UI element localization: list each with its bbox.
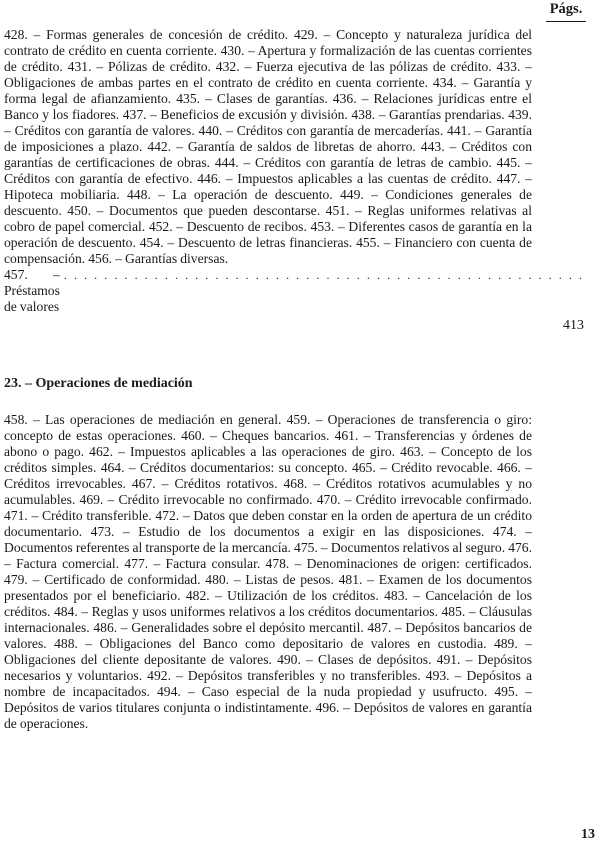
footer-page-number: 13	[581, 827, 595, 842]
pags-header: Págs.	[546, 1, 586, 22]
section-2-toc	[4, 412, 532, 732]
section-1-toc	[4, 27, 585, 315]
section-1-text: 428. – Formas generales de concesión de crédito. 429. – Concepto y naturaleza jurídica del contrato de crédito en cuenta corriente. 430. – Apertura y formalización de las cuentas corrientes de crédito. 431. – Pólizas de crédito. 432. – Fuerza ejecutiva de las pólizas de crédito. 433. – Obligaciones de ambas partes en el contrato de crédito en cuenta corriente. 434. – Garantía y forma legal de afianzamiento. 435. – Clases de garantías. 436. – Relaciones jurídicas entre el Banco y los fiadores. 437. – Beneficios de excusión y división. 438. – Garantías prendarias. 439. – Créditos con garantía de valores. 440. – Créditos con garantía de mercaderías. 441. – Garantía de imposiciones a plazo. 442. – Garantía de saldos de libretas de ahorro. 443. – Créditos con garantías de certificaciones de obras. 444. – Créditos con garantía de letras de cambio. 445. – Créditos con garantía de efectivo. 446. – Impuestos aplicables a las cuentas de crédito. 447. – Hipoteca mobiliaria. 448. – La operación de descuento. 449. – Condiciones generales de descuento. 450. – Documentos que pueden descontarse. 451. – Reglas uniformes relativas al cobro de papel comercial. 452. – Descuento de recibos. 453. – Diferentes casos de garantía en la operación de descuento. 454. – Descuento de letras financieras. 455. – Financiero con cuenta de compensación. 456. – Garantías diversas.	[4, 27, 532, 266]
section-2-title: 23. – Operaciones de mediación	[4, 376, 193, 391]
last-entry: 457. – Préstamos de valores	[4, 267, 60, 314]
dot-leader: . . . . . . . . . . . . . . . . . . . . . . . . . . . . . . . . . . . . . . . . . . . . . . . . . . . .	[63, 268, 585, 282]
section-1-page-number: 413	[563, 318, 584, 333]
section-2-text: 458. – Las operaciones de mediación en general. 459. – Operaciones de transferencia o giro: concepto de estas operaciones. 460. – Cheques bancarios. 461. – Transferencias y órdenes de abono o pago. 462. – Impuestos aplicables a las operaciones de giro. 463. – Concepto de los créditos simples. 464. – Créditos documentarios: su concepto. 465. – Crédito revocable. 466. – Créditos irrevocables. 467. – Créditos rotativos. 468. – Créditos rotativos acumulables y no acumulables. 469. – Crédito irrevocable no confirmado. 470. – Crédito irrevocable confirmado. 471. – Crédito transferible. 472. – Datos que deben constar en la orden de apertura de un crédito documentario. 473. – Estudio de los documentos a exigir en las disposiciones. 474. – Documentos referentes al transporte de la mercancía. 475. – Documentos relativos al seguro. 476. – Factura comercial. 477. – Factura consular. 478. – Denominaciones de origen: certificados. 479. – Certificado de conformidad. 480. – Listas de pesos. 481. – Examen de los documentos presentados por el beneficiario. 482. – Utilización de los créditos. 483. – Cancelación de los créditos. 484. – Reglas y usos uniformes relativos a los créditos documentarios. 485. – Cláusulas internacionales. 486. – Generalidades sobre el depósito mercantil. 487. – Depósitos bancarios de valores. 488. – Obligaciones del Banco como depositario de valores en custodia. 489. – Obligaciones del cliente depositante de valores. 490. – Clases de depósitos. 491. – Depósitos necesarios y voluntarios. 492. – Depósitos transferibles y no transferibles. 493. – Depósitos a nombre de incapacitados. 494. – Caso especial de la nuda propiedad y usufructo. 495. – Depósitos de varios titulares conjunta o indistintamente. 496. – Depósitos de valores en garantía de operaciones.	[4, 412, 532, 731]
section-1-last-line	[4, 267, 585, 315]
